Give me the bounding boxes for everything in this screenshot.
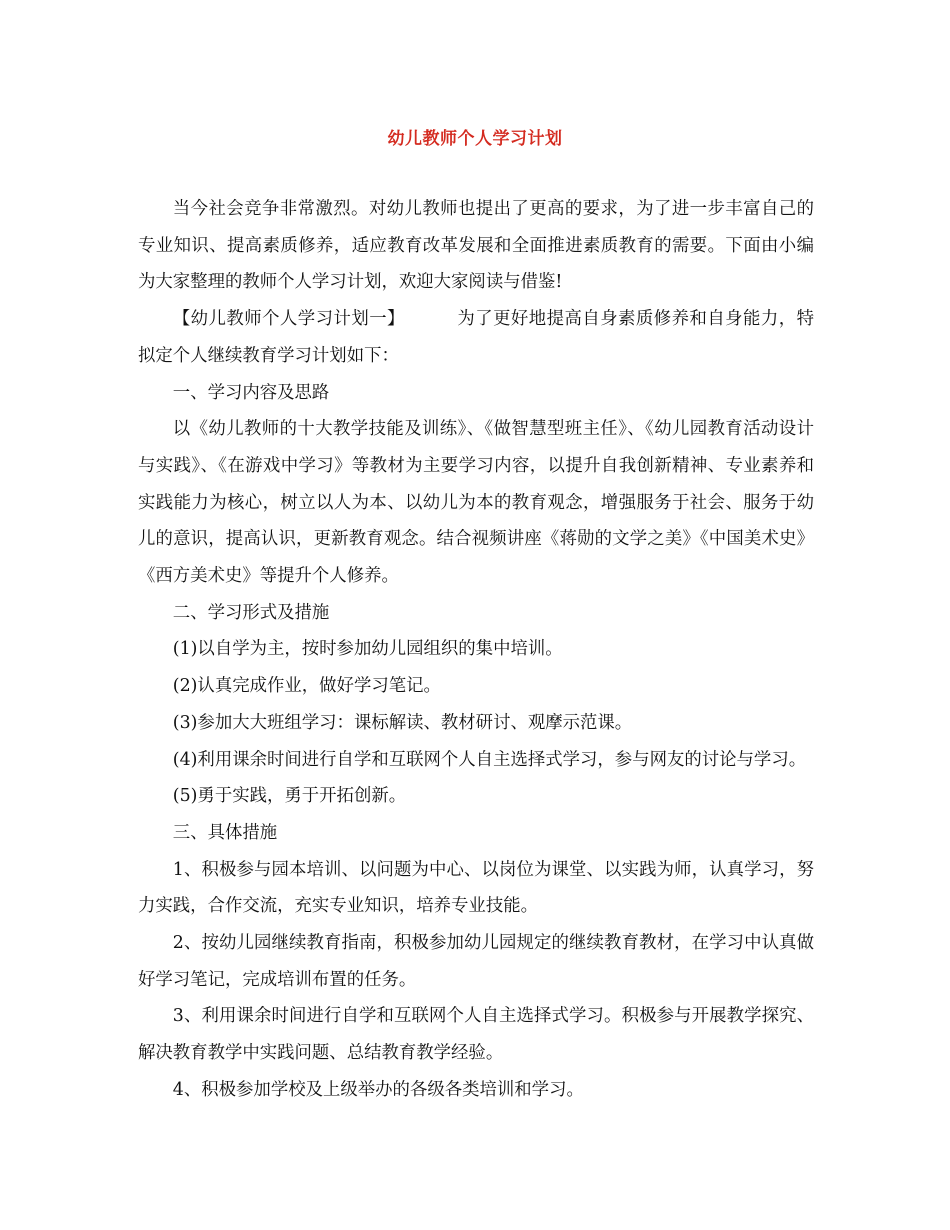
heading-learning-forms: 二、学习形式及措施 (172, 602, 330, 623)
list-item: 4、积极参加学校及上级举办的各级各类培训和学习。 (172, 1079, 584, 1100)
list-item: (5)勇于实践，勇于开拓创新。 (172, 786, 407, 807)
list-item: (4)利用课余时间进行自学和互联网个人自主选择式学习，参与网友的讨论与学习。 (172, 749, 807, 770)
document-title: 幼儿教师个人学习计划 (387, 129, 563, 149)
paragraph-intro: 当今社会竞争非常激烈。对幼儿教师也提出了更高的要求，为了进一步丰富自己的专业知识、提高素质修养，适应教育改革发展和全面推进素质教育的需要。下面由小编为大家整理的教师个人学习计划，欢迎大家阅读与借鉴! (138, 199, 814, 293)
list-item: (1)以自学为主，按时参加幼儿园组织的集中培训。 (172, 639, 563, 660)
section-heading-plan-one: 【幼儿教师个人学习计划一】 (172, 309, 405, 330)
list-item: 2、按幼儿园继续教育指南，积极参加幼儿园规定的继续教育教材，在学习中认真做好学习笔记，完成培训布置的任务。 (138, 933, 814, 990)
list-item: 1、积极参与园本培训、以问题为中心、以岗位为课堂、以实践为师，认真学习，努力实践，合作交流，充实专业知识，培养专业技能。 (138, 859, 814, 917)
list-item: (3)参加大大班组学习：课标解读、教材研讨、观摩示范课。 (172, 712, 633, 733)
list-item: 3、利用课余时间进行自学和互联网个人自主选择式学习。积极参与开展教学探究、解决教育教学中实践问题、总结教育教学经验。 (138, 1006, 814, 1064)
heading-learning-content: 一、学习内容及思路 (172, 382, 330, 403)
paragraph-plan-one (138, 301, 814, 374)
heading-specific-measures: 三、具体措施 (172, 822, 278, 843)
document-body (138, 191, 814, 1109)
paragraph-learning-content: 以《幼儿教师的十大教学技能及训练》、《做智慧型班主任》、《幼儿园教育活动设计与实践》、《在游戏中学习》等教材为主要学习内容，以提升自我创新精神、专业素养和实践能力为核心，树立以人为本、以幼儿为本的教育观念，增强服务于社会、服务于幼儿的意识，提高认识，更新教育观念。结合视频讲座《蒋勋的文学之美》《中国美术史》《西方美术史》等提升个人修养。 (138, 419, 814, 587)
plan-one-intro: 为了更好地提高自身素质修养和自身能力，特拟定个人继续教育学习计划如下： (138, 309, 814, 366)
list-item: (2)认真完成作业，做好学习笔记。 (172, 676, 441, 697)
